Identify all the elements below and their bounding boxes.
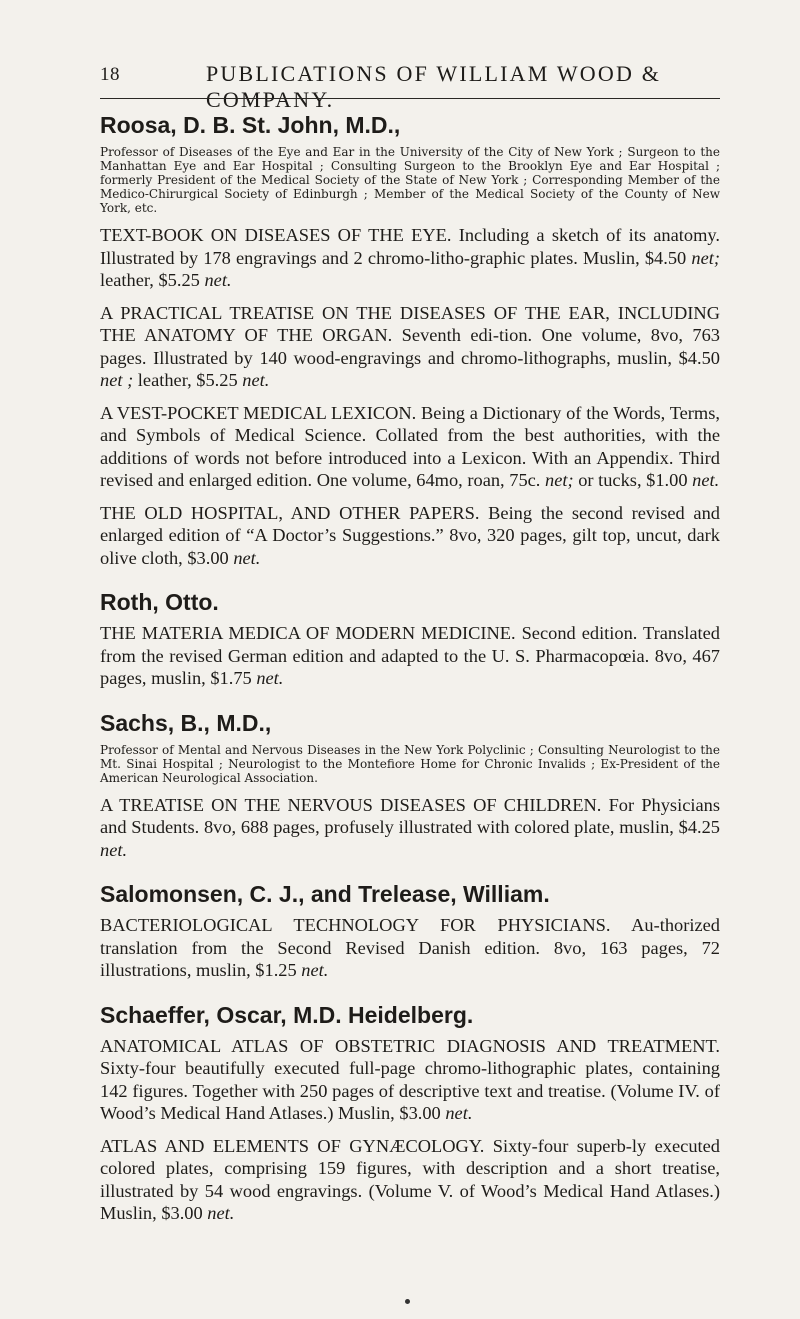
catalogue-listing: [100, 110, 720, 1235]
price-qualifier: net.: [233, 547, 261, 568]
author-credentials: Professor of Mental and Nervous Diseases in the New York Polyclinic ; Consulting Neurologist to the Mt. Sinai Hospital ; Neurologist to the Montefiore Home for Chronic Invalids ; Ex-President of the American Neurological Association.: [100, 742, 720, 785]
publication-entry: [100, 1035, 720, 1125]
publication-entry: [100, 622, 720, 690]
publication-entry: [100, 794, 720, 862]
publication-entry: [100, 914, 720, 982]
running-head: PUBLICATIONS OF WILLIAM WOOD & COMPANY.: [206, 61, 662, 112]
entry-text: A PRACTICAL TREATISE ON THE DISEASES OF THE EAR, INCLUDING THE ANATOMY OF THE ORGAN. Seventh edi-tion. One volume, 8vo, 763 pages. Illustrated by 140 wood-engravings and chromo-lithographs, muslin, $4.50: [100, 302, 720, 368]
entry-text: leather, $5.25: [133, 370, 243, 390]
entry-text: THE MATERIA MEDICA OF MODERN MEDICINE. Second edition. Translated from the revised German edition and adapted to the U. S. Pharmacopœia. 8vo, 467 pages, muslin, $1.75: [100, 623, 720, 688]
price-qualifier: net.: [207, 1203, 235, 1223]
publication-entry: [100, 1135, 720, 1225]
author-credentials: Professor of Diseases of the Eye and Ear in the University of the City of New York ; Surgeon to the Manhattan Eye and Ear Hospital ; Consulting Surgeon to the Brooklyn Eye and Ear Hospital ; formerly President of the Medical Society of the State of New York ; Corresponding Member of the Medico-Chirurgical Society of Edinburgh ; Member of the Medical Society of the County of New York, etc.: [100, 145, 720, 215]
author-block: [100, 1000, 720, 1225]
price-qualifier: net ;: [100, 370, 134, 390]
price-qualifier: net.: [242, 370, 270, 390]
entry-text: leather, $5.25: [100, 270, 205, 290]
author-block: [100, 587, 720, 690]
price-qualifier: net;: [545, 470, 574, 490]
entry-text: A VEST-POCKET MEDICAL LEXICON. Being a Dictionary of the Words, Terms, and Symbols of Medical Science. Collated from the best authorities, with the additions of words not before introduced into a Lexicon. With an Appendix. Third revised and enlarged edition. One volume, 64mo, roan, 75c.: [100, 402, 720, 490]
author-heading: Sachs, B., M.D.,: [100, 709, 272, 736]
price-qualifier: net.: [256, 668, 284, 688]
author-heading: Roth, Otto.: [100, 589, 219, 615]
price-qualifier: net.: [204, 270, 232, 290]
page-header: [100, 58, 720, 112]
publication-entry: [100, 224, 720, 292]
entry-text: ATLAS AND ELEMENTS OF GYNÆCOLOGY. Sixty-four superb-ly executed colored plates, comprising 159 figures, with description and a short treatise, illustrated by 54 wood engravings. (Volume V. of Wood’s Medical Hand Atlases.) Muslin, $3.00: [100, 1135, 720, 1223]
price-qualifier: net.: [301, 960, 329, 980]
author-block: [100, 708, 720, 862]
entry-text: TEXT-BOOK ON DISEASES OF THE EYE. Including a sketch of its anatomy. Illustrated by 178 engravings and 2 chromo-litho-graphic plates. Muslin, $4.50: [100, 225, 720, 268]
entry-text: or tucks, $1.00: [573, 470, 693, 490]
entry-text: A TREATISE ON THE NERVOUS DISEASES OF CHILDREN. For Physicians and Students. 8vo, 688 pages, profusely illustrated with colored plate, muslin, $4.25: [100, 794, 720, 837]
page-number: 18: [100, 64, 120, 85]
entry-text: BACTERIOLOGICAL TECHNOLOGY FOR PHYSICIANS. Au-thorized translation from the Second Revised Danish edition. 8vo, 163 pages, 72 illustrations, muslin, $1.25: [100, 915, 720, 980]
price-qualifier: net.: [445, 1103, 473, 1123]
author-block: [100, 110, 720, 569]
author-heading: Roosa, D. B. St. John, M.D.,: [100, 112, 401, 138]
author-block: [100, 879, 720, 982]
author-heading: Salomonsen, C. J., and Trelease, William.: [100, 881, 550, 907]
publication-entry: [100, 302, 720, 392]
publication-entry: [100, 402, 720, 492]
header-rule: [100, 98, 720, 99]
page-mark: [405, 1299, 410, 1304]
entry-text: THE OLD HOSPITAL, AND OTHER PAPERS. Being the second revised and enlarged edition of “A Doctor’s Suggestions.” 8vo, 320 pages, gilt top, uncut, dark olive cloth, $3.00: [100, 502, 720, 568]
price-qualifier: net;: [691, 247, 720, 268]
author-heading: Schaeffer, Oscar, M.D. Heidelberg.: [100, 1001, 474, 1028]
price-qualifier: net.: [100, 839, 128, 860]
price-qualifier: net.: [692, 470, 720, 490]
entry-text: ANATOMICAL ATLAS OF OBSTETRIC DIAGNOSIS AND TREATMENT. Sixty-four beautifully executed full-page chromo-lithographic plates, containing 142 figures. Together with 250 pages of descriptive text and treatise. (Volume IV. of Wood’s Medical Hand Atlases.) Muslin, $3.00: [100, 1035, 720, 1123]
publication-entry: [100, 502, 720, 570]
